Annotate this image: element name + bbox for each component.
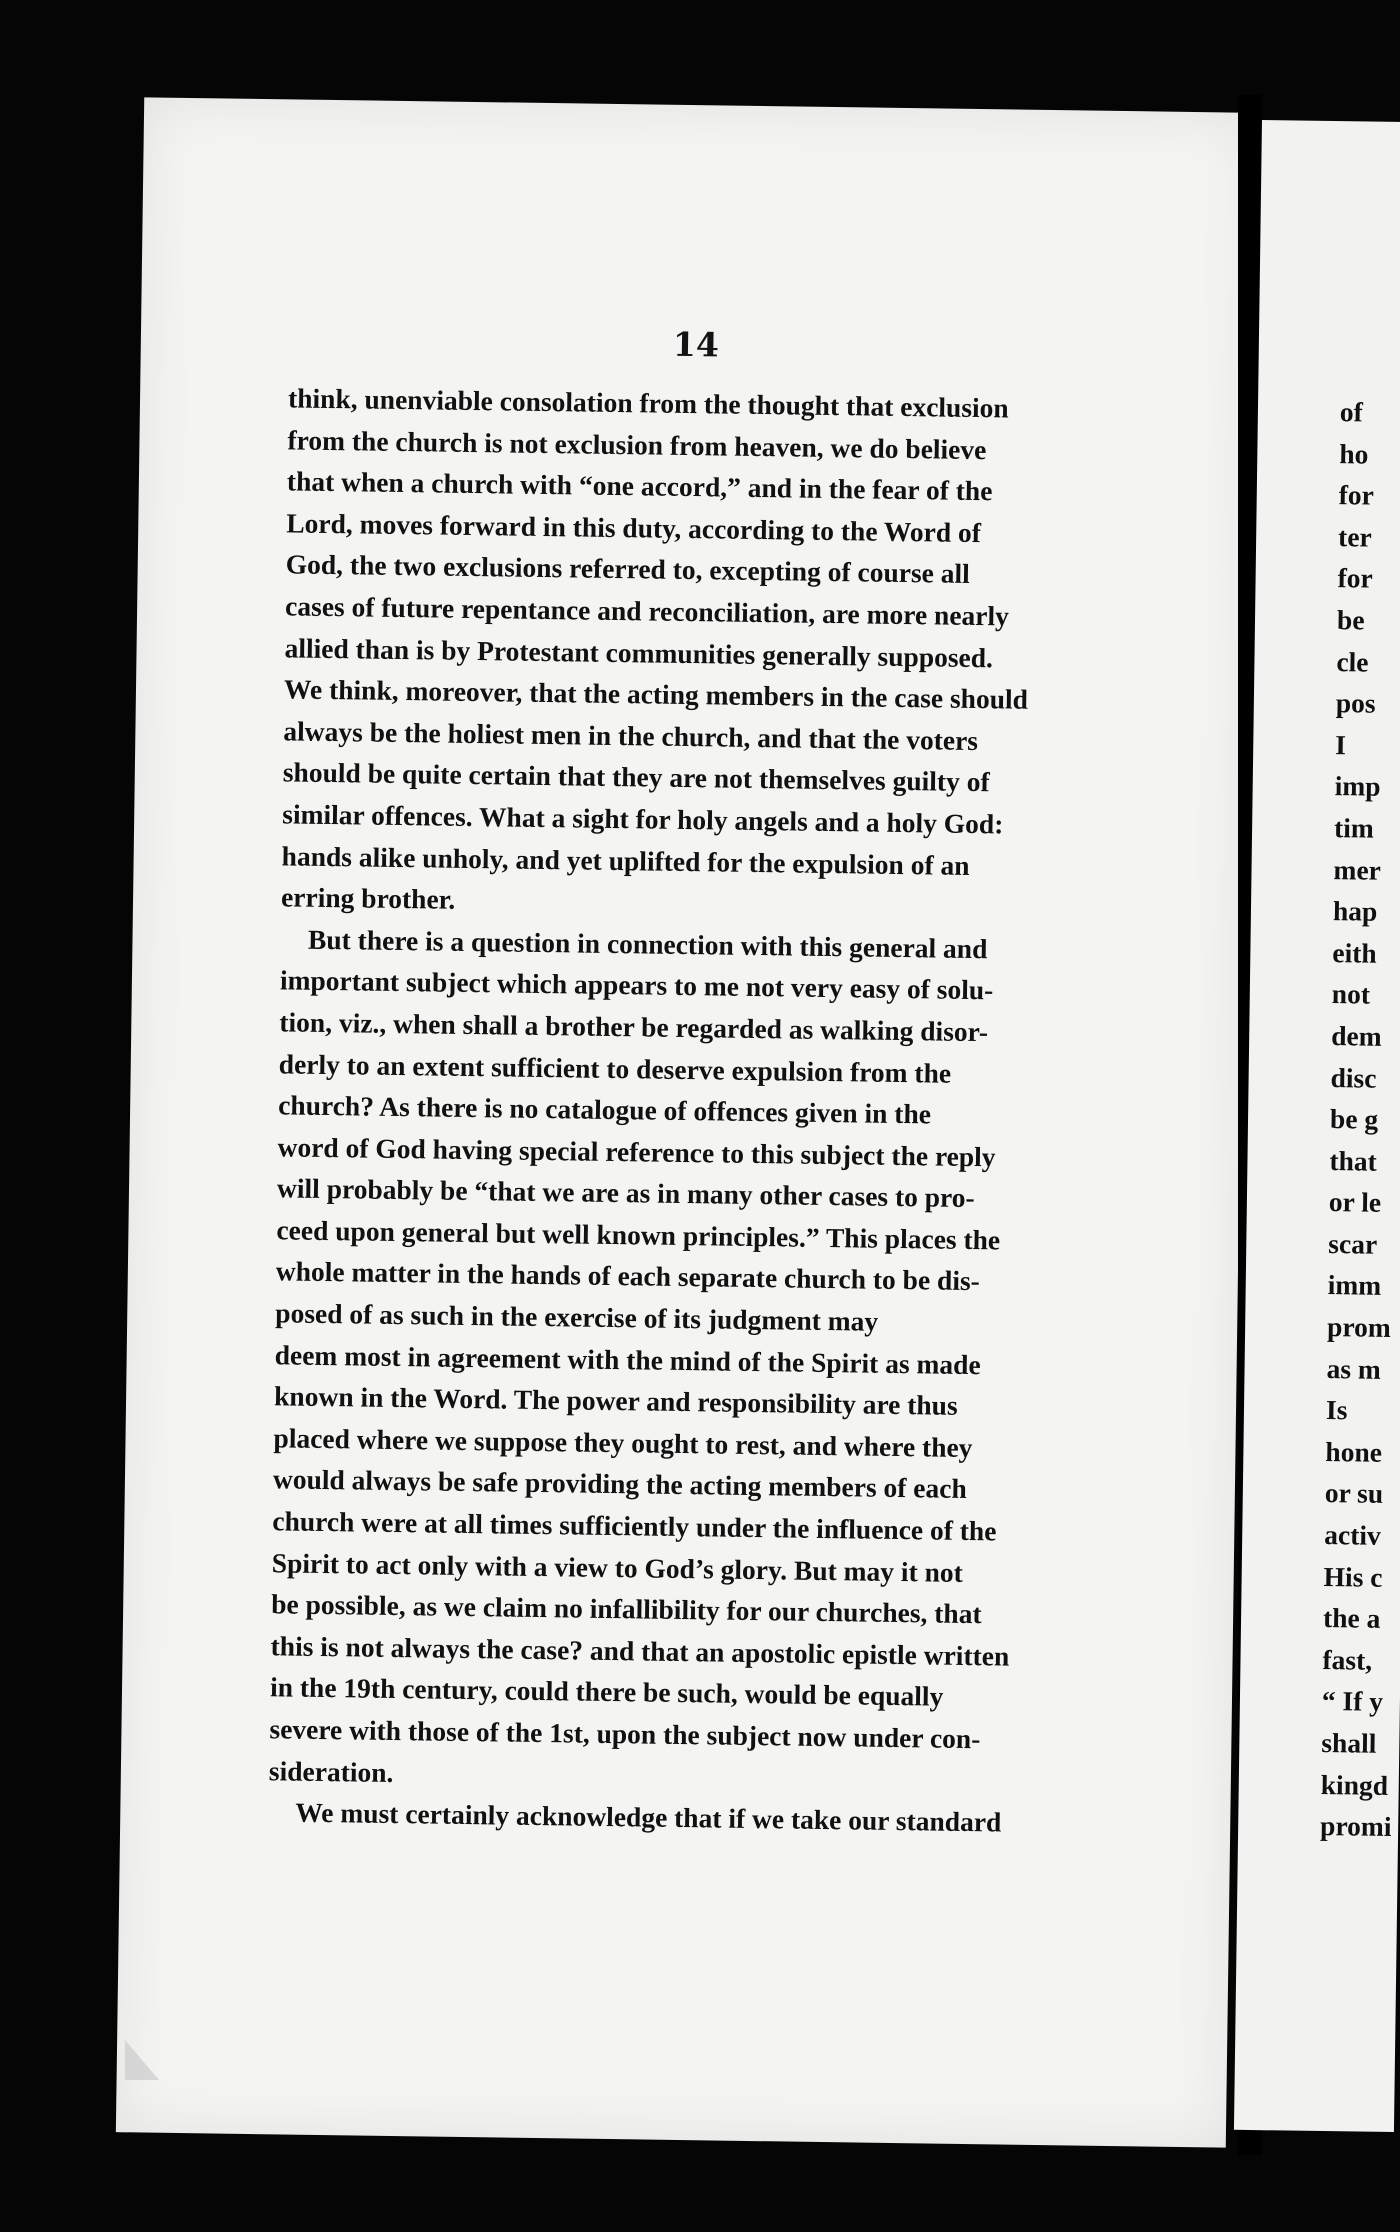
facing-line: for [1337,562,1373,594]
text-line: But there is a question in connection with this general and [280,923,988,964]
text-line: in the 19th century, could there be such, would be equally [269,1671,944,1713]
text-line: ceed upon general but well known principles.” This places the [276,1214,1001,1256]
text-line: tion, viz., when shall a brother be regarded as walking disor- [279,1006,989,1048]
text-line: this is not always the case? and that an apostolic epistle written [270,1630,1010,1672]
facing-line: Is [1325,1394,1348,1426]
facing-line: His c [1323,1560,1383,1593]
facing-line: eith [1332,936,1377,969]
facing-line: ter [1337,520,1372,553]
folded-corner [125,2040,159,2080]
facing-line: activ [1324,1519,1381,1551]
facing-line: scar [1328,1227,1378,1260]
facing-page [1234,120,1400,2132]
facing-line: cle [1336,645,1369,678]
facing-line: ho [1339,437,1369,470]
facing-line: be g [1329,1103,1379,1135]
text-line: We must certainly acknowledge that if we take our standard [268,1796,1002,1838]
left-page [116,97,1254,2147]
text-line: severe with those of the 1st, upon the subject now under con- [269,1713,981,1755]
text-line: erring brother. [280,881,456,915]
facing-line: imm [1327,1269,1382,1302]
facing-line: hap [1332,895,1378,927]
text-line: church were at all times sufficiently under the influence of the [272,1505,997,1547]
facing-line: kingd [1320,1768,1389,1801]
facing-line: or le [1328,1186,1382,1219]
facing-line: for [1338,479,1375,511]
text-line: that when a church with “one accord,” and in the fear of the [286,465,993,507]
text-line: deem most in agreement with the mind of the Spirit as made [274,1338,981,1380]
text-line: would always be safe providing the acting members of each [272,1463,967,1505]
text-line: similar offences. What a sight for holy angels and a holy God: [282,798,1004,840]
page-number: 14 [672,324,720,365]
text-line: Spirit to act only with a view to God’s glory. But may it not [271,1546,964,1588]
text-line: think, unenviable consolation from the thought that exclusion [287,382,1009,424]
text-line: important subject which appears to me not very easy of solu- [279,964,994,1006]
facing-line: as m [1326,1352,1382,1385]
text-line: sideration. [268,1754,394,1788]
facing-line: mer [1333,853,1382,886]
text-line: word of God having special reference to this subject the reply [277,1131,996,1173]
text-line: church? As there is no catalogue of offences given in the [277,1089,932,1130]
facing-line: that [1329,1144,1378,1177]
facing-page-text [1320,391,1400,1848]
text-line: Lord, moves forward in this duty, according to the Word of [286,507,982,548]
facing-line: prom [1326,1311,1392,1343]
facing-line: pos [1335,687,1376,719]
text-line: derly to an extent sufficient to deserve expulsion from the [278,1047,952,1089]
text-line: always be the holiest men in the church, and that the voters [283,715,979,756]
facing-line: not [1331,978,1371,1010]
facing-line: promi [1319,1810,1392,1843]
facing-line: I [1335,728,1347,760]
facing-line: of [1339,396,1364,428]
facing-line: fast, [1322,1643,1373,1676]
text-line: should be quite certain that they are not themselves guilty of [282,756,990,798]
text-line: placed where we suppose they ought to rest, and where they [273,1422,973,1463]
text-line: be possible, as we claim no infallibility for our churches, that [271,1588,982,1630]
text-line: will probably be “that we are as in many other cases to pro- [276,1172,975,1214]
facing-line: the a [1322,1602,1381,1635]
facing-line: be [1336,604,1365,636]
facing-line: disc [1330,1061,1377,1094]
facing-line: tim [1333,812,1375,844]
facing-line: hone [1325,1435,1383,1468]
text-line: cases of future repentance and reconciliation, are more nearly [284,590,1010,632]
facing-line: or su [1324,1477,1384,1510]
text-line: God, the two exclusions referred to, excepting of course all [285,548,970,590]
text-line: from the church is not exclusion from heaven, we do believe [287,423,987,465]
text-line: known in the Word. The power and responsibility are thus [273,1380,958,1422]
facing-line: shall [1321,1726,1377,1759]
body-text [268,377,1108,1844]
text-line: posed of as such in the exercise of its judgment may [275,1297,879,1337]
text-line: allied than is by Protestant communities generally supposed. [284,631,994,673]
text-line: whole matter in the hands of each separate church to be dis- [275,1255,981,1297]
facing-line: “ If y [1321,1685,1384,1718]
facing-line: dem [1331,1019,1382,1052]
text-line: We think, moreover, that the acting members in the case should [283,673,1029,715]
facing-line: imp [1334,770,1381,803]
text-line: hands alike unholy, and yet uplifted for the expulsion of an [281,839,970,881]
